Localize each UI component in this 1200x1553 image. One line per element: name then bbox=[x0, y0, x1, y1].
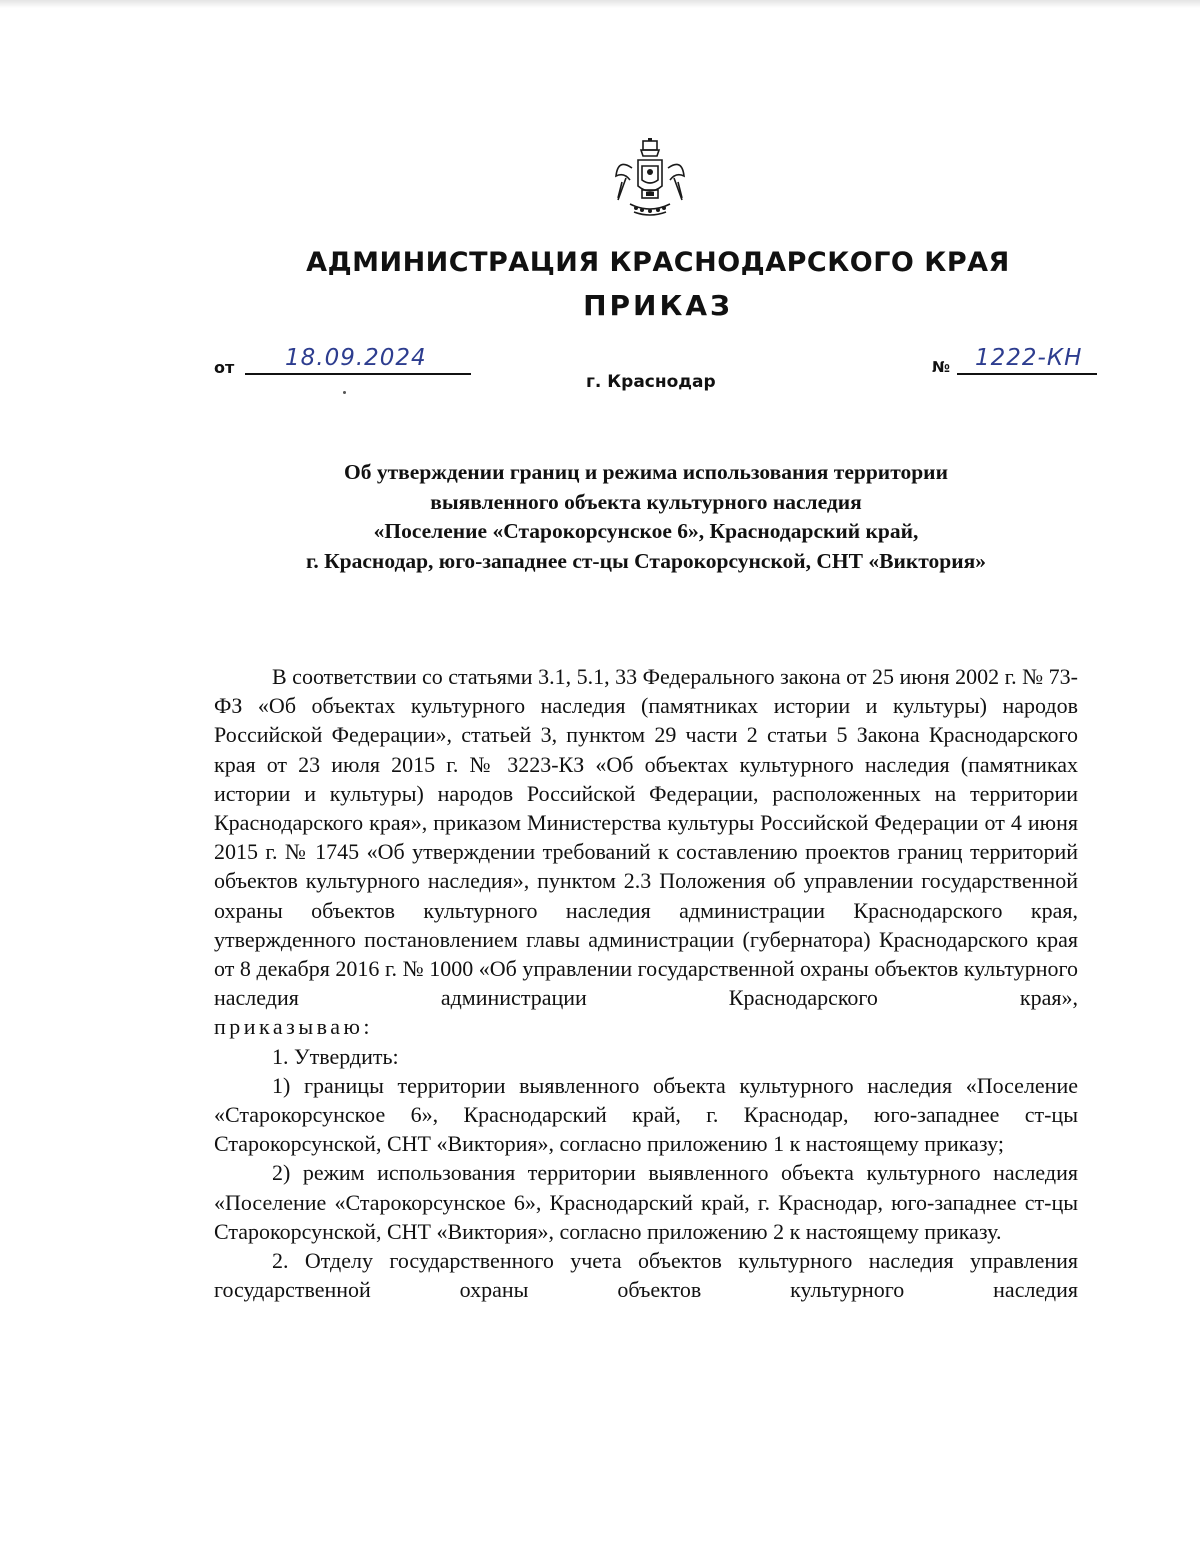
number-handwritten: 1222-КН bbox=[975, 345, 1083, 371]
title-line: «Поселение «Старокорсунское 6», Краснодарский край, bbox=[373, 519, 919, 543]
coat-of-arms-icon bbox=[612, 138, 688, 222]
city-label: г. Краснодар bbox=[586, 372, 716, 392]
preamble-paragraph: В соответствии со статьями 3.1, 5.1, 33 Федерального закона от 25 июня 2002 г. № 73-ФЗ «Об объектах культурного наследия (памятниках истории и культуры) народов Российской Федерации», статьей 3, пунктом 29 части 2 статьи 5 Закона Краснодарского края от 23 июля 2015 г. № 3223-КЗ «Об объектах культурного наследия (памятниках истории и культуры) народов Российской Федерации, расположенных на территории Краснодарского края», приказом Министерства культуры Российской Федерации от 4 июня 2015 г. № 1745 «Об утверждении требований к составлению проектов границ территорий объектов культурного наследия», пунктом 2.3 Положения об управлении государственной охраны объектов культурного наследия администрации Краснодарского края, утвержденного постановлением главы администрации (губернатора) Краснодарского края от 8 декабря 2016 г. № 1000 «Об управлении государственной охраны объектов культурного наследия администрации Краснодарского края», bbox=[214, 664, 1078, 1011]
title-line: выявленного объекта культурного наследия bbox=[430, 489, 862, 514]
item-2: 2. Отделу государственного учета объектов культурного наследия управления государственной охраны объектов культурного наследия bbox=[214, 1248, 1078, 1303]
document-title bbox=[210, 458, 1082, 576]
number-label: № bbox=[932, 358, 951, 376]
title-line: г. Краснодар, юго-западнее ст-цы Старокорсунской, СНТ «Виктория» bbox=[306, 548, 986, 573]
scan-edge-shadow bbox=[0, 0, 1200, 8]
ink-dot bbox=[343, 391, 346, 394]
item-1: 1. Утвердить: bbox=[272, 1043, 399, 1069]
title-line: Об утверждении границ и режима использования территории bbox=[344, 460, 948, 484]
item-1-1: 1) границы территории выявленного объекта культурного наследия «Поселение «Старокорсунское 6», Краснодарский край, г. Краснодар, юго-западнее ст-цы Старокорсунской, СНТ «Виктория», согласно приложению 1 к настоящему приказу; bbox=[214, 1072, 1078, 1157]
date-label: от bbox=[214, 358, 235, 377]
number-underline bbox=[957, 373, 1097, 375]
item-1-2: 2) режим использования территории выявленного объекта культурного наследия «Поселение «Старокорсунское 6», Краснодарский край, г. Краснодар, юго-западнее ст-цы Старокорсунской, СНТ «Виктория», согласно приложению 2 к настоящему приказу. bbox=[214, 1160, 1078, 1244]
date-underline bbox=[245, 373, 471, 375]
document-type: ПРИКАЗ bbox=[583, 289, 733, 322]
order-word: приказываю: bbox=[214, 1014, 374, 1040]
date-handwritten: 18.09.2024 bbox=[285, 345, 427, 371]
organization-name: АДМИНИСТРАЦИЯ КРАСНОДАРСКОГО КРАЯ bbox=[306, 247, 1010, 278]
document-body bbox=[214, 662, 1078, 1304]
